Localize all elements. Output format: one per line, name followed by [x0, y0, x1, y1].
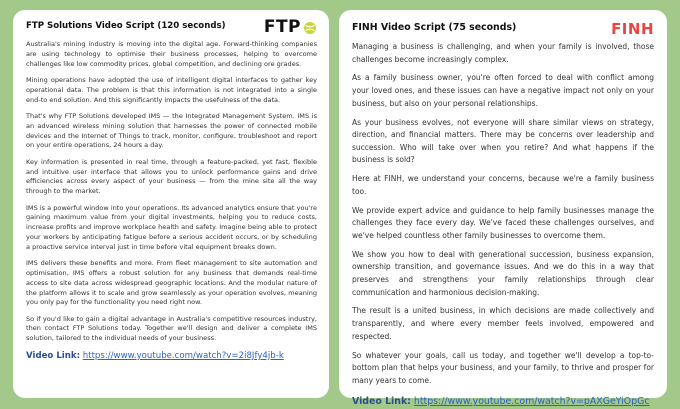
ftp-logo-text: FTP [263, 17, 301, 37]
ftp-card-header [26, 19, 317, 41]
finh-logo: FINH [611, 20, 654, 38]
ftp-card-title: FTP Solutions Video Script (120 seconds) [26, 21, 226, 31]
ftp-logo [264, 19, 317, 36]
ftp-paragraph: So if you'd like to gain a digital advantage in Australia's competitive resources industry, then contact FTP Solutions today. Together we'll design and deliver a complete IMS solution, tailored to the individual needs of your business. [26, 314, 317, 343]
finh-paragraph: So whatever your goals, call us today, and together we'll develop a top-to-bottom plan that helps your business, and your family, to thrive and prosper for many years to come. [352, 350, 654, 385]
ftp-paragraph: IMS is a powerful window into your operations. Its advanced analytics ensure that you're gaining maximum value from your digital investments, helping you to reduce costs, increase profits and improve workplace health and safety. Imagine being able to protect your workers by anticipating fatigue before a serious accident occurs, or by scheduling a proactive service interval just in time before vital equipment breaks down. [26, 203, 317, 251]
ftp-script-card [13, 10, 329, 398]
finh-video-link[interactable]: https://www.youtube.com/watch?v=pAXGeYiOpGc [413, 396, 650, 408]
finh-script-card [339, 10, 667, 408]
finh-paragraph: The result is a united business, in which decisions are made collectively and transparently, and where every member feels involved, empowered and respected. [352, 306, 654, 341]
ftp-paragraph: Mining operations have adopted the use of intelligent digital interfaces to gather key operational data. The problem is that this information is not integrated into a single end-to end solution. And this significantly impacts the usefulness of the data. [26, 75, 317, 104]
finh-card-title: FINH Video Script (75 seconds) [352, 22, 517, 33]
ftp-video-link-row [26, 351, 317, 361]
finh-paragraph: We show you how to deal with generational succession, business expansion, ownership transition, and governance issues. And we do this in a way that preserves and strengthens your family relationships through clear communication and harmonious decision-making. [352, 249, 654, 297]
finh-paragraph: We provide expert advice and guidance to help family businesses manage the challenges they face every day. We've faced these challenges ourselves, and we've helped countless other family businesses to overcome them. [352, 205, 654, 240]
ftp-logo-ball-icon [303, 21, 317, 35]
ftp-paragraph: Australia's mining industry is moving into the digital age. Forward-thinking companies are using technology to optimise their business processes, helping to overcome challenges like low commodity prices, global competition, and declining ore grades. [26, 40, 317, 68]
finh-paragraph: Here at FINH, we understand your concerns, because we're a family business too. [352, 174, 654, 196]
finh-script-body [352, 41, 654, 387]
ftp-script-body [26, 40, 317, 344]
finh-video-label: Video Link: [352, 396, 411, 408]
finh-card-header [352, 19, 654, 41]
ftp-video-label: Video Link: [26, 350, 81, 361]
ftp-paragraph: Key information is presented in real time, through a feature-packed, yet fast, flexible and intuitive user interface that allows you to unlock performance gains and drive efficiencies across every aspect of your business — from the mine site all the way through to the market. [26, 157, 317, 196]
finh-video-link-row [352, 396, 654, 407]
finh-paragraph: Managing a business is challenging, and when your family is involved, those challenges become increasingly complex. [352, 42, 654, 64]
finh-paragraph: As a family business owner, you're often forced to deal with conflict among your loved ones, and these issues can have a negative impact not only on your business, but also on your personal relationships. [352, 73, 654, 108]
ftp-paragraph: IMS delivers these benefits and more. From fleet management to site automation and optimisation, IMS offers a robust solution for any business that demands real-time access to site data across widespread geographic locations. And the modular nature of the platform allows it to scale and grow seamlessly as your operation evolves, meaning you only pay for the functionality you need right now. [26, 259, 317, 307]
finh-paragraph: As your business evolves, not everyone will share similar views on strategy, direction, and financial matters. There may be concerns over leadership and succession. Who will take over when you retire? And what happens if the business is sold? [352, 117, 654, 165]
ftp-paragraph: That's why FTP Solutions developed IMS — the Integrated Management System. IMS is an advanced wireless mining solution that harnesses the power of connected mobile devices and the Internet of Things to track, monitor, configure, troubleshoot and report on your entire operations, 24 hours a day. [26, 111, 317, 150]
ftp-video-link[interactable]: https://www.youtube.com/watch?v=2i8Jfy4jb-k [82, 350, 284, 361]
